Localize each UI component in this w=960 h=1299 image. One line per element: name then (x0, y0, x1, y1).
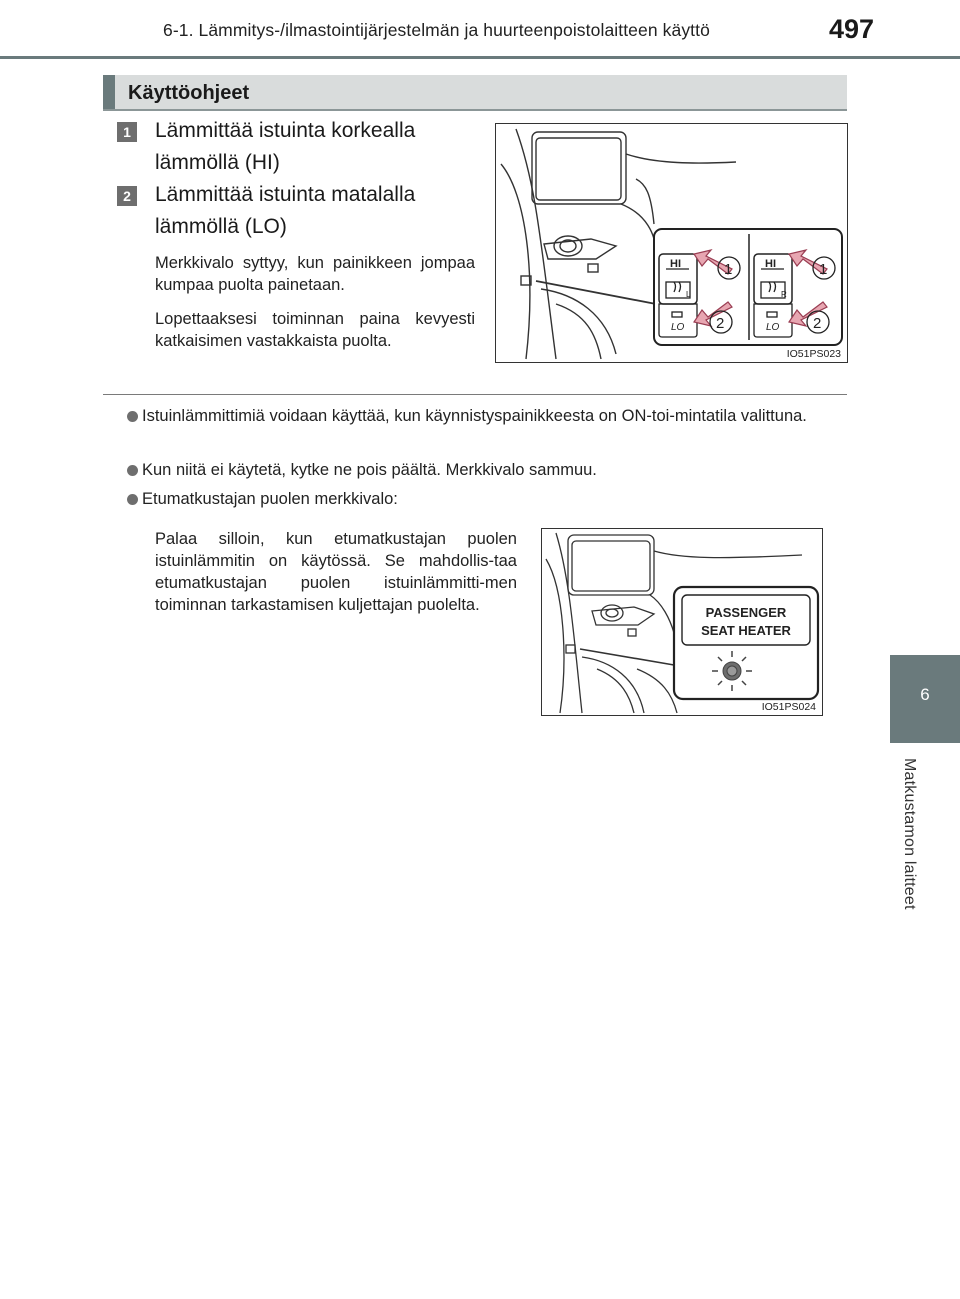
callout-1-left: 1 (724, 261, 733, 278)
section-heading (103, 75, 847, 111)
right-switch-side-label: R (781, 290, 787, 299)
indicator-light-icon (712, 651, 752, 691)
passenger-indicator-paragraph: Palaa silloin, kun etumatkustajan puolen istuinlämmitin on käytössä. Se mahdollis-taa etumatkustajan puolen istuinlämmitti-men toiminnan tarkastamisen kuljettajan puolelta. (155, 530, 517, 614)
item-text-2: Lämmittää istuinta matalalla lämmöllä (LO) (155, 183, 416, 238)
chapter-number: 6 (920, 685, 930, 704)
dashboard-illustration (496, 124, 847, 362)
bullet-dot-icon (127, 411, 138, 422)
left-switch-side-label: L (686, 290, 691, 299)
section-heading-bar (103, 75, 115, 109)
block-separator (103, 394, 847, 395)
left-switch-lo-label: LO (671, 322, 685, 333)
passenger-indicator-illustration (542, 529, 822, 715)
chapter-tab (890, 655, 960, 743)
callout-1-right: 1 (819, 261, 828, 278)
right-switch-hi-label: HI (765, 258, 776, 270)
callout-2-right: 2 (813, 315, 822, 332)
callout-2-left: 2 (716, 315, 725, 332)
item-text-1: Lämmittää istuinta korkealla lämmöllä (HI) (155, 119, 416, 174)
note-stop-operation: Lopettaaksesi toiminnan paina kevyesti katkaisimen vastakkaista puolta. (155, 310, 475, 350)
bullet-text-1: Istuinlämmittimiä voidaan käyttää, kun käynnistyspainikkeesta on ON-toi-mintatila valittuna. (142, 407, 807, 425)
chapter-title: Matkustamon laitteet (901, 758, 918, 910)
figure-code-1: IO51PS023 (786, 348, 841, 360)
left-switch-hi-label: HI (670, 258, 681, 270)
figure-code-2: IO51PS024 (761, 701, 816, 713)
figure-passenger-indicator (541, 528, 823, 716)
bullet-item-1 (127, 404, 847, 428)
bullet-text-3: Etumatkustajan puolen merkkivalo: (142, 490, 398, 508)
item-marker-1: 1 (117, 122, 137, 142)
bullet-dot-icon (127, 494, 138, 505)
bullet-item-2 (127, 458, 847, 482)
indicator-label-line2: SEAT HEATER (701, 623, 791, 638)
bullet-text-2: Kun niitä ei käytetä, kytke ne pois päältä. Merkkivalo sammuu. (142, 461, 597, 479)
running-header-title: 6-1. Lämmitys-/ilmastointijärjestelmän ja huurteenpoistolaitteen käyttö (163, 20, 710, 40)
bullet-item-3 (127, 487, 847, 511)
item-marker-2: 2 (117, 186, 137, 206)
page-number: 497 (829, 14, 875, 44)
bullet-dot-icon (127, 465, 138, 476)
header-rule (0, 56, 960, 59)
right-switch-lo-label: LO (766, 322, 780, 333)
section-heading-label: Käyttöohjeet (128, 82, 250, 104)
note-indicator: Merkkivalo syttyy, kun painikkeen jompaa kumpaa puolta painetaan. (155, 254, 475, 294)
indicator-label-line1: PASSENGER (705, 605, 787, 620)
figure-seat-heater-switches (495, 123, 848, 363)
